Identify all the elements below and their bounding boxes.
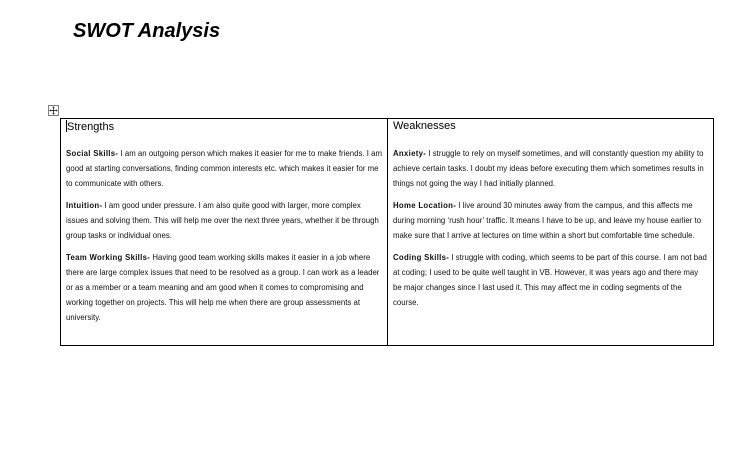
strength-item	[66, 250, 383, 325]
strengths-heading	[66, 120, 383, 134]
move-arrows-icon	[49, 106, 58, 115]
strength-text: Having good team working skills makes it easier in a job where there are large complex issues that need to be resolved as a group. I can work as a leader or as a member or a team meaning and am good when it comes to compromising and working together on projects. This will help me when there are group assessments at university.	[66, 253, 380, 322]
weakness-term: Coding Skills-	[393, 253, 450, 262]
weaknesses-cell[interactable]	[388, 119, 713, 345]
weakness-text: I live around 30 minutes away from the campus, and this affects me during morning ‘rush hour’ traffic. It means I have to be up, and leave my house earlier to make sure that I arrive at lectures on time within a short but comfortable time schedule.	[393, 201, 702, 240]
strength-item	[66, 146, 383, 191]
strengths-heading-text: Strengths	[67, 121, 115, 133]
table-move-handle[interactable]	[48, 105, 59, 116]
weakness-term: Home Location-	[393, 201, 457, 210]
weakness-term: Anxiety-	[393, 149, 427, 158]
swot-table	[60, 118, 714, 346]
weaknesses-heading: Weaknesses	[393, 120, 456, 132]
weakness-text: I struggle to rely on myself sometimes, and will constantly question my ability to achieve certain tasks. I doubt my ideas before executing them which sometimes results in things not going the way I had initially planned.	[393, 149, 704, 188]
weakness-item	[393, 146, 709, 191]
document-title: SWOT Analysis	[73, 20, 221, 42]
strength-term: Team Working Skills-	[66, 253, 151, 262]
strengths-cell[interactable]	[61, 119, 388, 345]
strength-term: Intuition-	[66, 201, 103, 210]
strength-text: I am an outgoing person which makes it easier for me to make friends. I am good at starting conversations, finding common interests etc. which makes it easier for me to communicate with others.	[66, 149, 382, 188]
strength-term: Social Skills-	[66, 149, 119, 158]
weakness-text: I struggle with coding, which seems to be part of this course. I am not bad at coding; I used to be quite well taught in VB. However, it was years ago and there may be major changes since I last used it. This may affect me in coding segments of the course.	[393, 253, 707, 307]
strength-item	[66, 198, 383, 243]
strength-text: I am good under pressure. I am also quite good with larger, more complex issues and solving them. This will help me over the next three years, whether it be through group tasks or individual ones.	[66, 201, 379, 240]
weakness-item	[393, 250, 709, 310]
weakness-item	[393, 198, 709, 243]
